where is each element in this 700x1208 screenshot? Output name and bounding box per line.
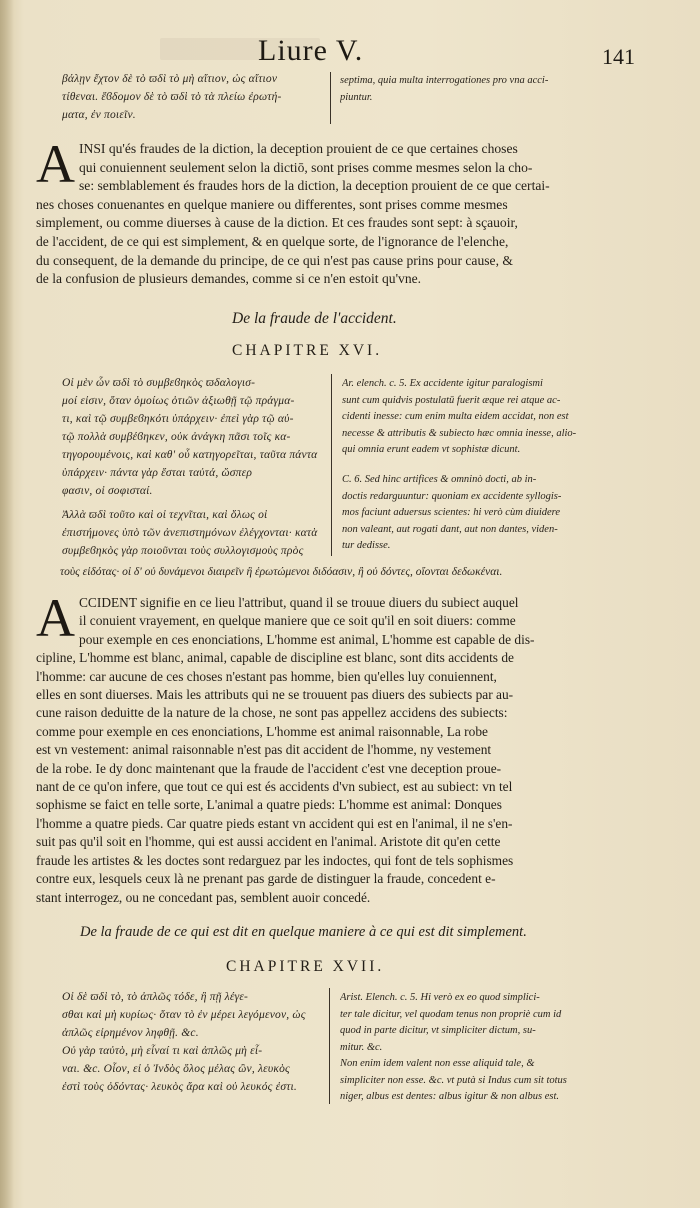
intro-paragraph [36,134,622,289]
accident-paragraph [36,588,622,907]
text-line: fraude les artistes & les doctes sont redarguez par les indoctes, qui font de tels sophismes [36,852,514,868]
text-line: niger, albus est dentes: albus igitur & non albus est. [340,1091,560,1102]
latin-note-xvi-1 [342,376,620,459]
text-line: doctis redarguuntur: quoniam ex accidente syllogis- [342,490,562,502]
text-line: μοί εἰσιν, ὅταν ὁμοίως ὁτιῶν ἀξιωθῇ τῷ πράγμα- [62,395,295,407]
text-line: contre eux, lesquels ceux là ne prenant pas garde de distinguer la fraude, concedent e- [36,871,496,887]
text-line: l'homme a quatre pieds. Car quatre pieds estant vn accident qui est en l'animal, il ne s'en- [36,815,513,831]
text-line: il conuient vrayement, en quelque maniere que ce soit qu'il en soit diuers: comme [79,613,516,629]
text-line: τι, καὶ τῷ συμβεϐηκότι ὑπάρχειν· ἐπεὶ γὰρ τῷ αὐ- [62,413,294,425]
chapter-heading-xvi: CHAPITRE XVI. [232,342,383,359]
column-rule [331,374,332,556]
text-line: INSI qu'és fraudes de la diction, la deception prouient de ce que certaines choses [79,141,518,156]
section-title-simpliciter: De la fraude de ce qui est dit en quelque maniere à ce qui est dit simplement. [80,924,527,940]
text-line: de la confusion de plusieurs demandes, comme si ce n'en estoit qu'vne. [36,271,422,287]
text-line: Non enim idem valent non esse aliquid tale, & [340,1058,535,1069]
text-line: nant de ce qu'on infere, que tout ce qui est és accidents d'vn subiect, est au subiect: vn tel [36,779,513,795]
section-title-accident: De la fraude de l'accident. [232,310,397,327]
text-line: stant interrogez, ou ne concedant pas, semblent auoir concedé. [36,889,371,905]
greek-text-xvii [62,988,324,1096]
text-line: συμβεϐηκὸς γὰρ ποιοῦνται τοὺς συλλογισμοὺς πρὸς [62,545,304,557]
text-line: σθαι καὶ μὴ κυρίως· ὅταν τὸ ἐν μέρει λεγόμενον, ὡς [62,1009,306,1021]
text-line: τῷ πολλὰ συμβέϐηκεν, οὐκ ἀνάγκη πᾶσι τοῖς κα- [62,431,291,443]
text-line: qui conuiennent seulement selon la dictiō, sont prises comme mesmes selon la cho- [79,159,533,175]
text-line: non valeant, aut rogati dant, aut non dantes, viden- [342,523,558,535]
latin-note-xvii [340,990,622,1106]
text-line: Arist. Elench. c. 5. Hi verò ex eo quod simplici- [340,992,540,1003]
page-number: 141 [602,44,635,69]
text-line: ἐπιστήμονες ὑπὸ τῶν ἀνεπιστημόνων ἐλέγχονται· κατὰ [62,527,318,539]
drop-cap: A [36,588,75,648]
text-line: septima, quia multa interrogationes pro vna acci- [340,75,549,86]
text-line: ναι. &c. Οἷον, εἰ ὁ Ἰνδὸς ὅλος μέλας ὢν, λευκὸς [62,1063,290,1075]
text-line: de la robe. Ie dy donc maintenant que la fraude de l'accident c'est vne deception proue- [36,760,502,776]
text-line: l'homme: car aucune de ces choses n'estant pas homme, bien qu'elles luy conuiennent, [36,668,497,684]
text-line: ὑπάρχειν· πάντα γὰρ ἔσται ταὐτά, ὥσπερ [62,467,253,479]
latin-note-xvi-2 [342,472,620,555]
column-rule [329,988,330,1104]
text-line: necesse & attributis & subiecto hæc omnia inesse, alio- [342,427,577,439]
text-line: pour exemple en ces enonciations, L'homme est animal, L'homme est capable de dis- [79,631,535,647]
text-line: cidenti inesse: cum enim multa eidem accidat, non est [342,411,569,422]
top-latin-text [340,73,618,106]
text-line: Ar. elench. c. 5. Ex accidente igitur paralogismi [342,378,543,389]
text-line: mos faciunt aduersus scientes: hi verò cùm diuidere [342,507,561,518]
gutter-shadow [0,0,14,1208]
text-line: ter tale dicitur, vel quodam tenus non propriè cum id [340,1008,562,1020]
text-line: cune raison deduitte de la nature de la chose, ne sont pas appellez accidens des subiects: [36,705,508,721]
top-greek-text [62,70,324,124]
text-line: qui omnia erunt eadem vt sophistæ dicunt. [342,444,521,455]
text-line: ἁπλῶς εἰρημένον ληφθῇ. &c. [62,1027,199,1039]
text-line: Οἱ μὲν ὦν ϖδὶ τὸ συμβεϐηκὸς ϖδαλογισ- [62,377,256,389]
text-line: suit pas qu'il soit en l'homme, qui est aussi accident en l'animal. Aristote dit qu'en cette [36,834,501,850]
text-line: mitur. &c. [340,1041,383,1053]
text-line: cipline, L'homme est blanc, animal, capable de discipline est blanc, sont dits accidents de [36,650,515,666]
text-line: sophisme se faict en telle sorte, L'animal a quatre pieds: L'homme est animal: Donques [36,797,502,813]
text-line: βάλῃν ἔχτον δὲ τὸ ϖδὶ τὸ μὴ αἴτιον, ὡς αἴτιον [62,73,278,85]
text-line: φασιν, οἱ σοφισταί. [62,485,153,497]
text-line: se: semblablement és fraudes hors de la diction, la deception prouient de ce que certai- [79,178,550,194]
text-line: C. 6. Sed hinc artifices & omninò docti, ab in- [342,474,537,485]
text-line: est vn vestement: animal raisonnable n'est pas dit accident de l'homme, ny vestement [36,742,492,758]
text-line: elles en sont diuerses. Mais les attributs qui ne se trouuent pas diuers des subiects par au- [36,687,514,703]
text-line: ματα, ἐν ποιεῖν. [62,109,136,121]
text-line: Ἀλλὰ ϖδὶ τοῦτο καὶ οἱ τεχνῖται, καὶ ὅλως οἱ [62,509,268,521]
greek-full-line: τοὺς εἰδότας· οἱ δ' οὐ δυνάμενοι διαιρεῖν ἢ ἐρωτώμενοι διδόασιν, ἢ οὐ δόντες, οἴονται δεδωκέναι. [60,566,503,578]
column-rule [330,72,331,124]
text-line: simpliciter non esse. &c. vt putà si Indus cum sit totus [340,1074,567,1086]
text-line: CCIDENT signifie en ce lieu l'attribut, quand il se trouue diuers du subiect auquel [79,595,519,610]
text-line: sunt cum quidvis postulatū fuerit æque rei atque ac- [342,394,561,406]
text-line: τηγορουμένοις, καὶ καθ' οὗ κατηγορεῖται, ταῦτα πάντα [62,449,318,461]
text-line: Οἱ δὲ ϖδὶ τὸ, τὸ ἁπλῶς τόδε, ἢ πῇ λέγε- [62,991,249,1003]
drop-cap: A [36,134,75,194]
text-line: tur dedisse. [342,540,391,551]
text-line: ἐστὶ τοὺς ὀδόντας· λευκὸς ἄρα καὶ οὐ λευκός ἐστι. [62,1081,297,1093]
text-line: quod in parte dicitur, vt simpliciter dictum, su- [340,1025,536,1036]
text-line: comme pour exemple en ces enonciations, L'homme est animal raisonnable, La robe [36,723,488,739]
running-title: Liure V. [258,34,364,67]
text-line: de l'accident, de ce qui est simplement, & en quelque sorte, de l'ignorance de l'elenche, [36,233,509,249]
greek-text-xvi [62,374,326,560]
text-line: du consequent, de la demande du principe, de ce qui n'est pas cause prins pour cause, & [36,252,513,268]
text-line: nes choses conuenantes en quelque maniere ou differentes, sont prises comme mesmes [36,196,508,212]
text-line: simplement, ou comme diuerses à cause de la diction. Et ces fraudes sont sept: à sçauoir, [36,215,518,231]
text-line: τίθεναι. ἕϐδομον δὲ τὸ ϖδὶ τὸ τὰ πλείω ἐρωτή- [62,91,282,103]
text-line: piuntur. [340,91,373,103]
text-line: Οὐ γὰρ ταὐτὸ, μὴ εἶναί τι καὶ ἁπλῶς μὴ εἶ- [62,1045,263,1057]
chapter-heading-xvii: CHAPITRE XVII. [226,958,385,975]
